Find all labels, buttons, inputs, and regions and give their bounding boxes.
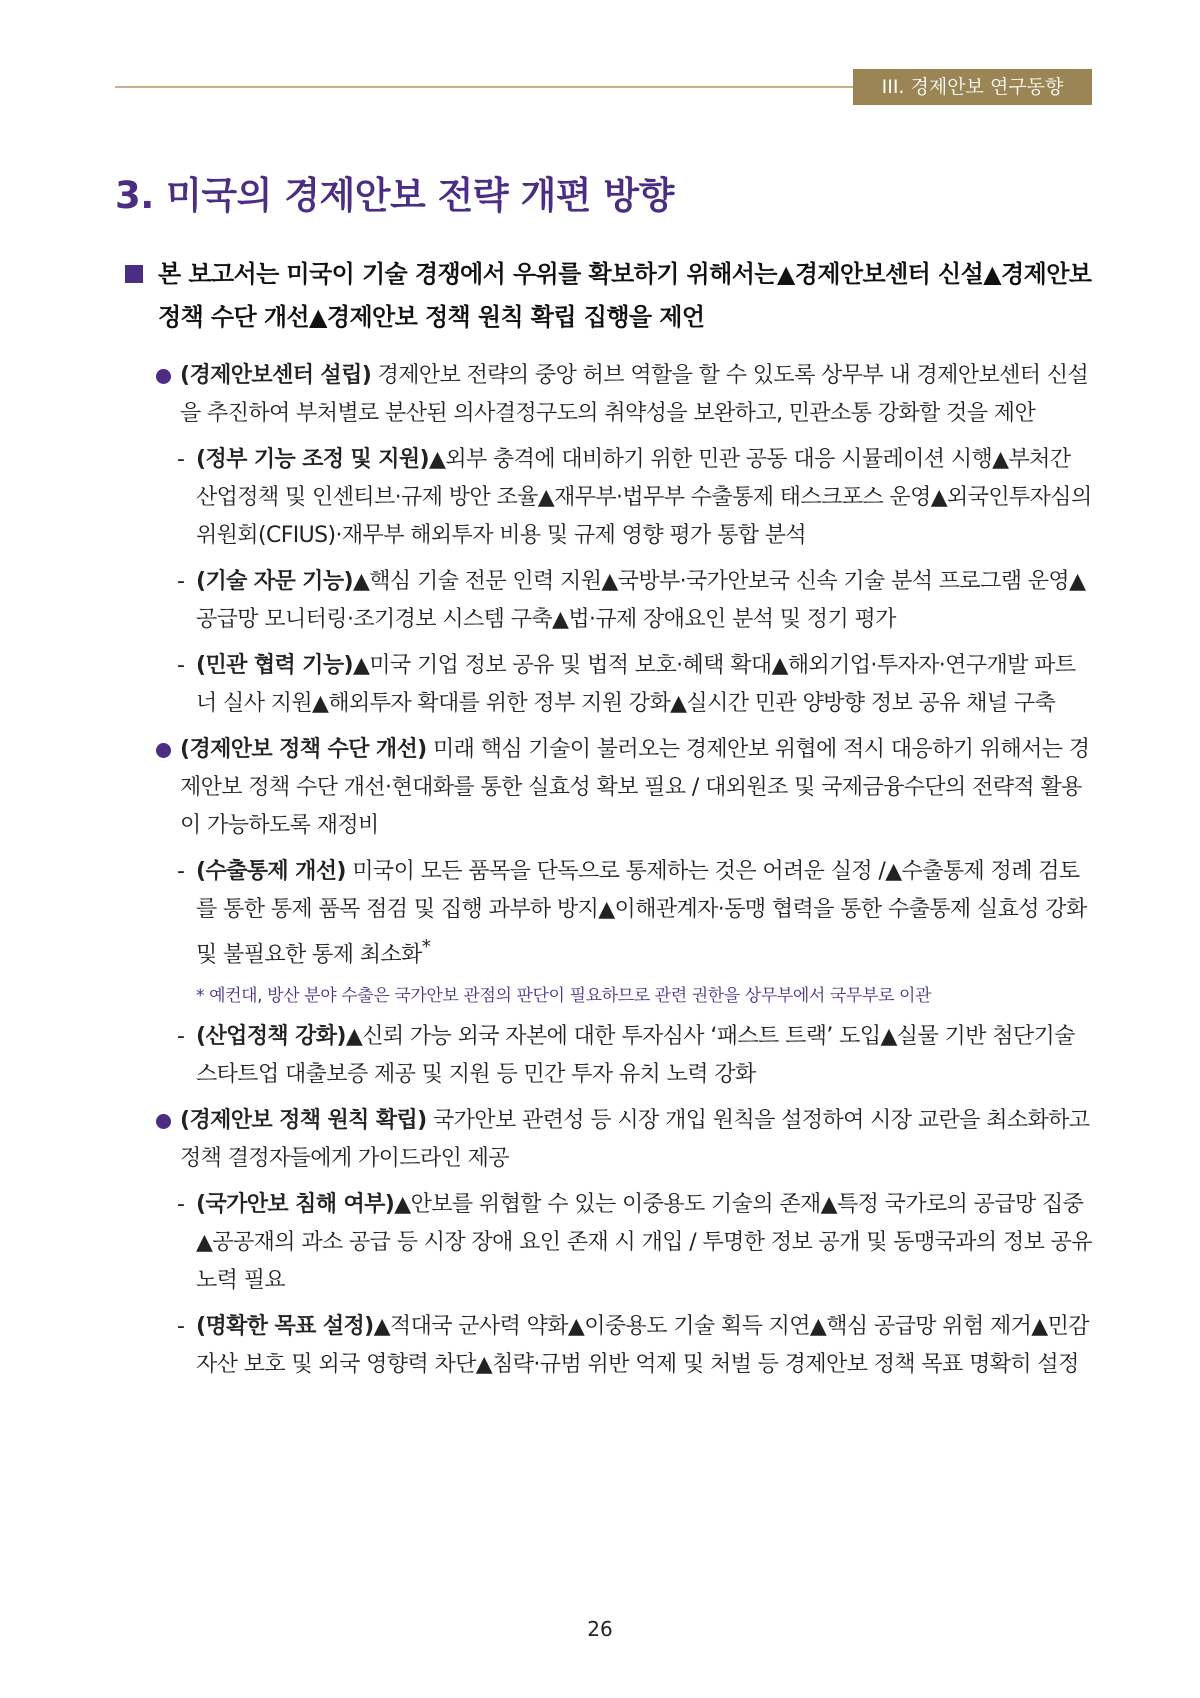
lead-text: 본 보고서는 미국이 기술 경쟁에서 우위를 확보하기 위해서는▲경제안보센터 신설▲경제안보 정책 수단 개선▲경제안보 정책 원칙 확립 집행을 제언	[158, 260, 1092, 331]
sub-heading: (명확한 목표 설정)	[196, 1314, 374, 1340]
dash-bullet: -	[177, 1192, 185, 1218]
dash-bullet: -	[177, 447, 185, 472]
section-text: 경제안보 전략의 중앙 허브 역할을 할 수 있도록 상무부 내 경제안보센터 신설을 추진하여 부처별로 분산된 의사결정구도의 취약성을 보완하고, 민관소통 강화할 것을 제안	[180, 363, 1089, 426]
sub-heading: (산업정책 강화)	[196, 1024, 346, 1050]
section-item	[123, 1102, 1093, 1178]
section-heading: (경제안보 정책 수단 개선)	[180, 737, 427, 762]
dash-bullet: -	[177, 1024, 185, 1050]
section-tag: III. 경제안보 연구동향	[853, 69, 1092, 105]
sub-text: ▲안보를 위협할 수 있는 이중용도 기술의 존재▲특정 국가로의 공급망 집중▲공공재의 과소 공급 등 시장 장애 요인 존재 시 개입 / 투명한 정보 공개 및 동맹국과의 정보 공유 노력 필요	[196, 1192, 1092, 1294]
sub-text: ▲핵심 기술 전문 인력 지원▲국방부·국가안보국 신속 기술 분석 프로그램 운영▲공급망 모니터링·조기경보 시스템 구축▲법·규제 장애요인 분석 및 정기 평가	[196, 569, 1086, 632]
dash-bullet: -	[177, 1314, 185, 1340]
sub-item	[123, 1186, 1093, 1300]
sub-item	[123, 853, 1093, 974]
page-number: 26	[587, 1617, 613, 1641]
sub-item	[123, 647, 1093, 723]
section-text: 국가안보 관련성 등 시장 개입 원칙을 설정하여 시장 교란을 최소화하고 정책 결정자들에게 가이드라인 제공	[180, 1108, 1090, 1172]
sub-item	[123, 441, 1093, 555]
lead-paragraph	[123, 253, 1093, 339]
sub-heading: (민관 협력 기능)	[196, 653, 353, 678]
sub-item	[123, 1018, 1093, 1094]
dash-bullet: -	[177, 653, 185, 678]
sub-heading: (국가안보 침해 여부)	[196, 1192, 395, 1218]
square-bullet-icon	[125, 265, 143, 283]
circle-bullet-icon	[156, 743, 171, 758]
sub-text: ▲미국 기업 정보 공유 및 법적 보호·혜택 확대▲해외기업·투자자·연구개발 파트너 실사 지원▲해외투자 확대를 위한 정부 지원 강화▲실시간 민관 양방향 정보 공유 채널 구축	[196, 653, 1076, 716]
header-rule	[115, 86, 853, 88]
sub-text: ▲외부 충격에 대비하기 위한 민관 공동 대응 시뮬레이션 시행▲부처간 산업정책 및 인센티브·규제 방안 조율▲재무부·법무부 수출통제 태스크포스 운영▲외국인투자심의위원회(CFIUS)·재무부 해외투자 비용 및 규제 영향 평가 통합 분석	[196, 447, 1092, 548]
circle-bullet-icon	[156, 369, 171, 384]
sub-heading: (수출통제 개선)	[196, 859, 346, 884]
section-item	[123, 357, 1093, 433]
circle-bullet-icon	[156, 1114, 171, 1129]
sub-text: 미국이 모든 품목을 단독으로 통제하는 것은 어려운 실정 /▲수출통제 정례 검토를 통한 통제 품목 점검 및 집행 과부하 방지▲이해관계자·동맹 협력을 통한 수출통제 실효성 강화 및 불필요한 통제 최소화	[196, 859, 1087, 968]
dash-bullet: -	[177, 569, 185, 594]
sub-heading: (정부 기능 조정 및 지원)	[196, 447, 430, 472]
section-heading: (경제안보센터 설립)	[180, 363, 372, 388]
sub-item	[123, 1308, 1093, 1384]
section-heading: (경제안보 정책 원칙 확립)	[180, 1108, 427, 1134]
footnote: * 예컨대, 방산 분야 수출은 국가안보 관점의 판단이 필요하므로 관련 권한을 상무부에서 국무부로 이관	[196, 986, 932, 1007]
page-title: 3. 미국의 경제안보 전략 개편 방향	[115, 174, 674, 217]
section-text: 미래 핵심 기술이 불러오는 경제안보 위협에 적시 대응하기 위해서는 경제안보 정책 수단 개선·현대화를 통한 실효성 확보 필요 / 대외원조 및 국제금융수단의 전략적 활용이 가능하도록 재정비	[180, 737, 1090, 838]
dash-bullet: -	[177, 859, 185, 884]
main-content	[123, 253, 1093, 1384]
section-item	[123, 731, 1093, 845]
footnote-marker: *	[421, 937, 431, 958]
sub-heading: (기술 자문 기능)	[196, 569, 353, 594]
sub-text: ▲신뢰 가능 외국 자본에 대한 투자심사 ‘패스트 트랙’ 도입▲실물 기반 첨단기술 스타트업 대출보증 제공 및 지원 등 민간 투자 유치 노력 강화	[196, 1024, 1075, 1088]
sub-text: ▲적대국 군사력 약화▲이중용도 기술 획득 지연▲핵심 공급망 위험 제거▲민감 자산 보호 및 외국 영향력 차단▲침략·규범 위반 억제 및 처벌 등 경제안보 정책 목표 명확히 설정	[196, 1314, 1089, 1378]
sub-item	[123, 563, 1093, 639]
